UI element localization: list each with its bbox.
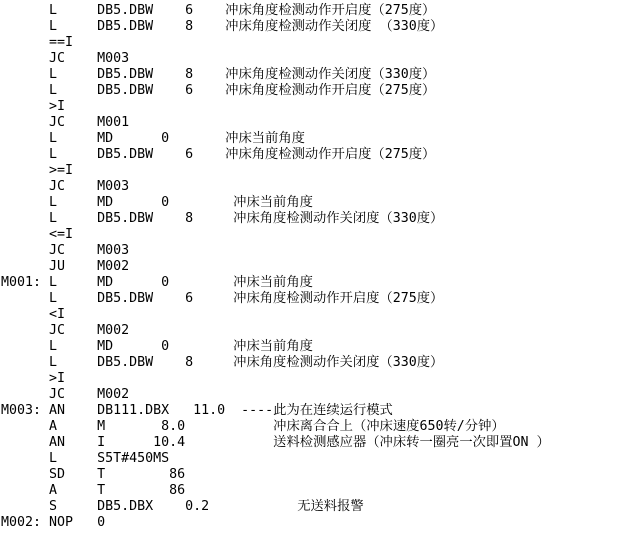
code-line: <I: [1, 307, 66, 322]
code-line: L MD 0 冲床当前角度: [1, 195, 313, 210]
code-line: L DB5.DBW 6 冲床角度检测动作开启度（275度）: [1, 83, 436, 98]
code-line: JU M002: [1, 259, 130, 274]
code-line: M003: AN DB111.DBX 11.0 ----此为在连续运行模式: [1, 403, 393, 418]
code-line: A T 86: [1, 483, 186, 498]
code-line: L MD 0 冲床当前角度: [1, 131, 305, 146]
code-line: L DB5.DBW 8 冲床角度检测动作关闭度（330度）: [1, 67, 436, 82]
code-line: M002: NOP 0: [1, 515, 106, 530]
code-line: L DB5.DBW 8 冲床角度检测动作关闭度 （330度）: [1, 19, 444, 34]
code-line: JC M003: [1, 243, 130, 258]
code-line: JC M002: [1, 323, 130, 338]
code-line: <=I: [1, 227, 74, 242]
code-line: L DB5.DBW 8 冲床角度检测动作关闭度（330度）: [1, 355, 444, 370]
code-line: AN I 10.4 送料检测感应器（冲床转一圈亮一次即置ON ）: [1, 435, 550, 450]
code-line: JC M003: [1, 179, 130, 194]
code-line: >I: [1, 99, 66, 114]
code-line: L DB5.DBW 6 冲床角度检测动作开启度（275度）: [1, 147, 436, 162]
code-line: JC M003: [1, 51, 130, 66]
code-line: >I: [1, 371, 66, 386]
code-line: >=I: [1, 163, 74, 178]
code-line: L DB5.DBW 6 冲床角度检测动作开启度（275度）: [1, 3, 436, 18]
code-line: L MD 0 冲床当前角度: [1, 339, 313, 354]
code-line: L DB5.DBW 8 冲床角度检测动作关闭度（330度）: [1, 211, 444, 226]
code-line: L S5T#450MS: [1, 451, 170, 466]
code-line: S DB5.DBX 0.2 无送料报警: [1, 499, 364, 514]
code-line: L DB5.DBW 6 冲床角度检测动作开启度（275度）: [1, 291, 444, 306]
code-line: SD T 86: [1, 467, 186, 482]
code-line: JC M002: [1, 387, 130, 402]
code-line: A M 8.0 冲床离合合上（冲床速度650转/分钟）: [1, 419, 505, 434]
code-line: ==I: [1, 35, 74, 50]
code-line: M001: L MD 0 冲床当前角度: [1, 275, 313, 290]
code-line: JC M001: [1, 115, 130, 130]
